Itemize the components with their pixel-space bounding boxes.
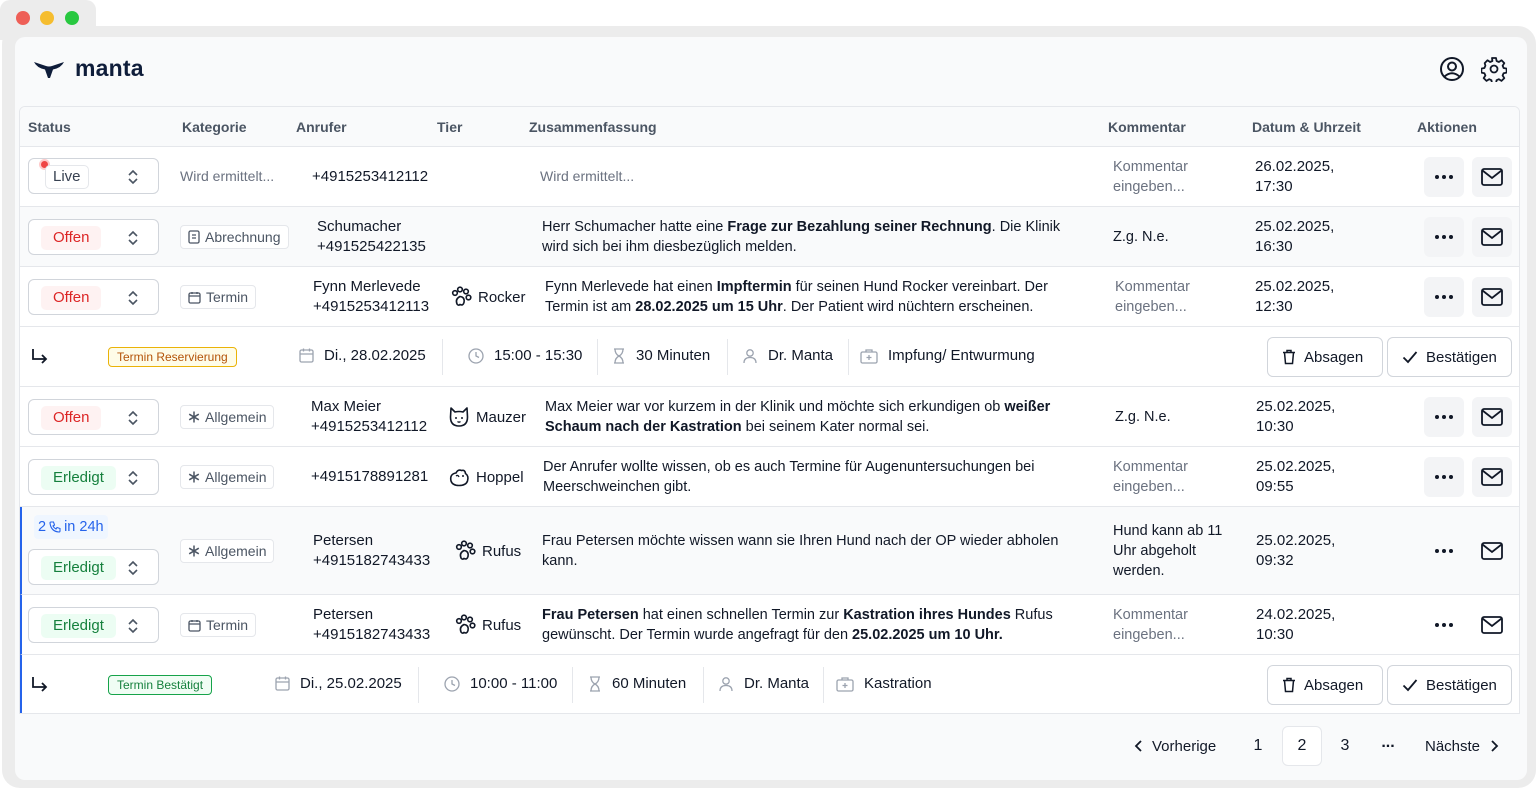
calls-table (19, 106, 1520, 714)
divider (848, 339, 849, 375)
rodent-icon (448, 466, 470, 488)
status-badge: Offen (41, 226, 101, 250)
call-time: 10:30 (1256, 418, 1294, 435)
category-label: Allgemein (205, 469, 267, 485)
logo[interactable] (33, 55, 144, 82)
cancel-label: Absagen (1304, 676, 1364, 694)
chevron-up-down-icon (127, 169, 139, 185)
medical-bag-icon (860, 348, 878, 364)
appointment-doctor (718, 675, 809, 692)
category-tag (180, 225, 289, 249)
caller-phone: +4915253412113 (313, 298, 430, 315)
cancel-appointment-button[interactable] (1267, 665, 1383, 705)
column-summary[interactable]: Zusammenfassung (529, 119, 657, 135)
summary-text-part: Der Anrufer wollte wissen, ob es auch Termine für Augenuntersuchungen bei (543, 459, 1035, 475)
comment-line: Uhr abgeholt (1113, 543, 1197, 559)
summary-text-part: Herr Schumacher hatte eine (542, 219, 728, 235)
trash-icon (1282, 349, 1296, 365)
column-comment[interactable]: Kommentar (1108, 119, 1186, 135)
more-horizontal-icon (1434, 622, 1454, 628)
call-date: 26.02.2025, (1255, 158, 1335, 175)
mail-icon (1481, 228, 1503, 246)
call-time: 17:30 (1255, 178, 1293, 195)
table-row[interactable] (20, 595, 1520, 655)
call-date: 24.02.2025, (1256, 606, 1336, 623)
email-button[interactable] (1472, 217, 1512, 257)
comment-input[interactable]: Kommentar eingeben... (1113, 159, 1188, 195)
appointment-duration-text: 30 Minuten (636, 347, 711, 364)
pagination-next-label: Nächste (1425, 737, 1481, 755)
check-icon (1402, 678, 1418, 692)
category-label: Termin (206, 617, 249, 633)
status-select[interactable] (28, 459, 159, 495)
divider (597, 339, 598, 375)
status-select[interactable] (28, 549, 159, 585)
more-actions-button[interactable] (1424, 531, 1464, 571)
category-tag (180, 465, 274, 489)
status-badge: Erledigt (41, 556, 116, 580)
divider (703, 667, 704, 703)
pagination-next[interactable] (1425, 726, 1499, 766)
summary-highlight: Frage zur Bezahlung seiner Rechnung (727, 219, 992, 235)
appointment-date-text: Di., 25.02.2025 (300, 675, 402, 692)
summary-text-part: Max Meier war vor kurzem in der Klinik und möchte sich erkundigen ob (545, 399, 1005, 415)
summary-highlight: Impftermin (716, 279, 792, 295)
call-time: 12:30 (1255, 298, 1293, 315)
chevron-up-down-icon (127, 618, 139, 634)
animal (448, 466, 524, 488)
column-actions[interactable]: Aktionen (1417, 119, 1477, 135)
table-row[interactable] (20, 207, 1520, 267)
appointment-time-text: 10:00 - 11:00 (470, 675, 558, 692)
table-row[interactable] (20, 387, 1520, 447)
summary-text-part: . Die Klinik (991, 219, 1061, 235)
appointment-duration-text: 60 Minuten (612, 675, 687, 692)
email-button[interactable] (1472, 457, 1512, 497)
summary-text-part: Termin ist am (545, 299, 636, 315)
mail-icon (1481, 168, 1503, 186)
animal-name: Rufus (482, 616, 522, 634)
comment-input[interactable]: Kommentar eingeben... (1113, 607, 1188, 643)
appointment-date (299, 347, 426, 364)
more-actions-button[interactable] (1424, 397, 1464, 437)
maximize-window-button[interactable] (65, 11, 79, 25)
chevron-up-down-icon (127, 230, 139, 246)
email-button[interactable] (1472, 157, 1512, 197)
appointment-row (20, 655, 1520, 714)
status-badge: Erledigt (41, 614, 116, 638)
caller-name: Petersen (313, 606, 374, 623)
more-horizontal-icon (1434, 414, 1454, 420)
category-label: Allgemein (205, 543, 267, 559)
status-select[interactable] (28, 219, 159, 255)
call-time: 09:55 (1256, 478, 1294, 495)
appointment-type-text: Kastration (864, 675, 932, 692)
summary-highlight: 28.02.2025 um 15 Uhr (635, 299, 783, 315)
paw-icon (454, 540, 476, 562)
app-container (15, 37, 1527, 780)
confirm-appointment-button[interactable] (1387, 337, 1512, 377)
calendar-icon (188, 619, 201, 632)
column-animal[interactable]: Tier (437, 119, 463, 135)
animal-name: Rufus (482, 542, 522, 560)
comment-input[interactable]: Kommentar eingeben... (1113, 459, 1188, 495)
comment-text[interactable]: Z.g. N.e. (1113, 229, 1169, 245)
chevron-left-icon (1134, 740, 1144, 752)
call-date: 25.02.2025, (1256, 398, 1336, 415)
chevron-right-icon (1489, 740, 1499, 752)
appointment-time (444, 675, 557, 692)
hourglass-icon (612, 348, 626, 364)
call-date: 25.02.2025, (1255, 218, 1335, 235)
appointment-date-text: Di., 28.02.2025 (324, 347, 426, 364)
close-window-button[interactable] (16, 11, 30, 25)
column-status[interactable]: Status (28, 119, 71, 135)
phone-icon (49, 521, 61, 533)
column-caller[interactable]: Anrufer (296, 119, 347, 135)
category-tag (180, 539, 274, 563)
check-icon (1402, 350, 1418, 364)
calendar-icon (275, 676, 290, 691)
more-actions-button[interactable] (1424, 605, 1464, 645)
category-label: Allgemein (205, 409, 267, 425)
category-tag (180, 405, 274, 429)
chevron-up-down-icon (127, 290, 139, 306)
status-select[interactable] (28, 279, 159, 315)
cat-icon (448, 406, 470, 428)
asterisk-icon (188, 545, 200, 557)
column-datetime[interactable]: Datum & Uhrzeit (1252, 119, 1361, 135)
gear-icon[interactable] (1481, 56, 1507, 82)
divider (823, 667, 824, 703)
confirm-label: Bestätigen (1426, 676, 1497, 694)
summary-text (542, 531, 1097, 571)
more-actions-button[interactable] (1424, 277, 1464, 317)
chevron-up-down-icon (127, 560, 139, 576)
manta-logo-icon (33, 58, 65, 80)
corner-down-right-icon (30, 675, 50, 695)
mail-icon (1481, 616, 1503, 634)
clock-icon (468, 348, 484, 364)
comment-text[interactable]: Z.g. N.e. (1115, 409, 1171, 425)
summary-text-part: Frau Petersen möchte wissen wann sie Ihren Hund nach der OP wieder abholen (542, 533, 1059, 549)
caller-name: Max Meier (311, 398, 382, 415)
more-horizontal-icon (1434, 548, 1454, 554)
app-header (15, 37, 1527, 101)
category-tag (180, 285, 256, 309)
animal-name: Hoppel (476, 468, 524, 486)
summary-text (542, 605, 1102, 645)
summary-text-part: hat einen schnellen Termin zur (638, 607, 844, 623)
repeat-calls-count: 2 (38, 519, 47, 535)
more-horizontal-icon (1434, 174, 1454, 180)
person-icon (742, 348, 758, 364)
status-badge: Live (45, 165, 89, 189)
calendar-icon (188, 291, 201, 304)
call-time: 10:30 (1256, 626, 1294, 643)
divider (442, 339, 443, 375)
appointment-type (836, 675, 932, 692)
appointment-duration (588, 675, 686, 692)
status-badge: Erledigt (41, 466, 116, 490)
caller-phone: +4915253412112 (312, 168, 429, 185)
medical-bag-icon (836, 676, 854, 692)
pagination-prev-label: Vorherige (1152, 737, 1217, 755)
category-pending: Wird ermittelt... (180, 168, 275, 184)
calendar-icon (299, 348, 314, 363)
divider (727, 339, 728, 375)
table-row[interactable] (20, 507, 1520, 595)
call-time: 09:32 (1256, 552, 1294, 569)
email-button[interactable] (1472, 397, 1512, 437)
cancel-label: Absagen (1304, 348, 1364, 366)
caller-name: Petersen (313, 532, 374, 549)
appointment-status-tag: Termin Bestätigt (108, 675, 212, 695)
pagination-ellipsis: ... (1381, 734, 1395, 751)
summary-text (543, 457, 1098, 497)
clock-icon (444, 676, 460, 692)
category-tag (180, 613, 256, 637)
divider (572, 667, 573, 703)
summary-highlight: Kastration ihres Hundes (843, 607, 1011, 623)
appointment-date (275, 675, 402, 692)
status-select[interactable] (28, 399, 159, 435)
table-row[interactable] (20, 147, 1520, 207)
confirm-label: Bestätigen (1426, 348, 1497, 366)
comment-line: werden. (1113, 563, 1165, 579)
animal (450, 286, 526, 308)
summary-text (545, 397, 1100, 437)
email-button[interactable] (1472, 531, 1512, 571)
comment-line: Hund kann ab 11 (1113, 523, 1223, 539)
repeat-calls-badge (34, 515, 108, 539)
animal (454, 614, 521, 636)
appointment-type-text: Impfung/ Entwurmung (888, 347, 1035, 364)
caller-name: Schumacher (317, 218, 402, 235)
chevron-up-down-icon (127, 410, 139, 426)
appointment-type (860, 347, 1035, 364)
animal (448, 406, 526, 428)
asterisk-icon (188, 411, 200, 423)
summary-highlight: Frau Petersen (542, 607, 639, 623)
status-select[interactable] (28, 607, 159, 643)
email-button[interactable] (1472, 605, 1512, 645)
comment-input[interactable]: Kommentar eingeben... (1115, 279, 1190, 315)
app-name: manta (75, 55, 144, 81)
animal-name: Mauzer (476, 408, 527, 426)
hourglass-icon (588, 676, 602, 692)
animal-name: Rocker (478, 288, 526, 306)
summary-text-part: Rufus (1010, 607, 1053, 623)
status-select[interactable] (28, 158, 159, 194)
user-circle-icon[interactable] (1439, 56, 1465, 82)
category-label: Abrechnung (205, 229, 281, 245)
summary-text-part: . Der Patient wird nüchtern erscheinen. (782, 299, 1034, 315)
paw-icon (450, 286, 472, 308)
summary-highlight: 25.02.2025 um 10 Uhr. (852, 627, 1003, 643)
appointment-status-tag: Termin Reservierung (108, 347, 237, 367)
mail-icon (1481, 288, 1503, 306)
appointment-duration (612, 347, 710, 364)
table-header (20, 107, 1520, 147)
minimize-window-button[interactable] (40, 11, 54, 25)
summary-text-part: Fynn Merlevede hat einen (545, 279, 717, 295)
caller-phone: +4915182743433 (313, 626, 431, 643)
animal (454, 540, 521, 562)
mail-icon (1481, 468, 1503, 486)
appointment-time (468, 347, 582, 364)
summary-pending: Wird ermittelt... (540, 168, 635, 184)
caller-phone: +4915182743433 (313, 552, 431, 569)
appointment-row (20, 327, 1520, 387)
table-row[interactable] (20, 447, 1520, 507)
mail-icon (1481, 542, 1503, 560)
summary-text-part: kann. (542, 553, 578, 569)
corner-down-right-icon (30, 347, 50, 367)
appointment-doctor (742, 347, 833, 364)
summary-text (542, 217, 1092, 257)
divider (418, 667, 419, 703)
repeat-calls-suffix: in 24h (64, 519, 104, 535)
caller-phone: +491525422135 (317, 238, 426, 255)
more-actions-button[interactable] (1424, 217, 1464, 257)
comment-text[interactable] (1113, 521, 1222, 581)
summary-highlight: Schaum nach der Kastration (545, 419, 742, 435)
page-2[interactable]: 2 (1282, 726, 1322, 766)
call-time: 16:30 (1255, 238, 1293, 255)
category-label: Termin (206, 289, 249, 305)
appointment-time-text: 15:00 - 15:30 (494, 347, 583, 364)
summary-text-part: Meerschweinchen gibt. (543, 479, 692, 495)
more-horizontal-icon (1434, 234, 1454, 240)
call-date: 25.02.2025, (1256, 532, 1336, 549)
call-date: 25.02.2025, (1255, 278, 1335, 295)
more-actions-button[interactable] (1424, 157, 1464, 197)
receipt-icon (188, 230, 200, 244)
column-category[interactable]: Kategorie (182, 119, 247, 135)
page-3[interactable]: 3 (1340, 737, 1350, 754)
email-button[interactable] (1472, 277, 1512, 317)
paw-icon (454, 614, 476, 636)
summary-text-part: gewünscht. Der Termin wurde angefragt für den (542, 627, 853, 643)
status-badge: Offen (41, 286, 101, 310)
more-horizontal-icon (1434, 474, 1454, 480)
mail-icon (1481, 408, 1503, 426)
caller-phone: +4915253412112 (311, 418, 428, 435)
page-1[interactable]: 1 (1253, 737, 1263, 754)
summary-text-part: bei seinem Kater normal sei. (741, 419, 930, 435)
more-horizontal-icon (1434, 294, 1454, 300)
call-date: 25.02.2025, (1256, 458, 1336, 475)
caller-phone: +4915178891281 (311, 468, 429, 485)
summary-text-part: für seinen Hund Rocker vereinbart. Der (791, 279, 1048, 295)
cancel-appointment-button[interactable] (1267, 337, 1383, 377)
summary-text (545, 277, 1095, 317)
table-row[interactable] (20, 267, 1520, 327)
asterisk-icon (188, 471, 200, 483)
confirm-appointment-button[interactable] (1387, 665, 1512, 705)
status-badge: Offen (41, 406, 101, 430)
chevron-up-down-icon (127, 470, 139, 486)
pagination-prev[interactable] (1134, 726, 1216, 766)
caller-name: Fynn Merlevede (313, 278, 421, 295)
appointment-doctor-text: Dr. Manta (744, 675, 810, 692)
summary-text-part: wird sich bei ihm diesbezüglich melden. (542, 239, 797, 255)
summary-highlight: weißer (1004, 399, 1051, 415)
person-icon (718, 676, 734, 692)
appointment-doctor-text: Dr. Manta (768, 347, 834, 364)
trash-icon (1282, 677, 1296, 693)
more-actions-button[interactable] (1424, 457, 1464, 497)
